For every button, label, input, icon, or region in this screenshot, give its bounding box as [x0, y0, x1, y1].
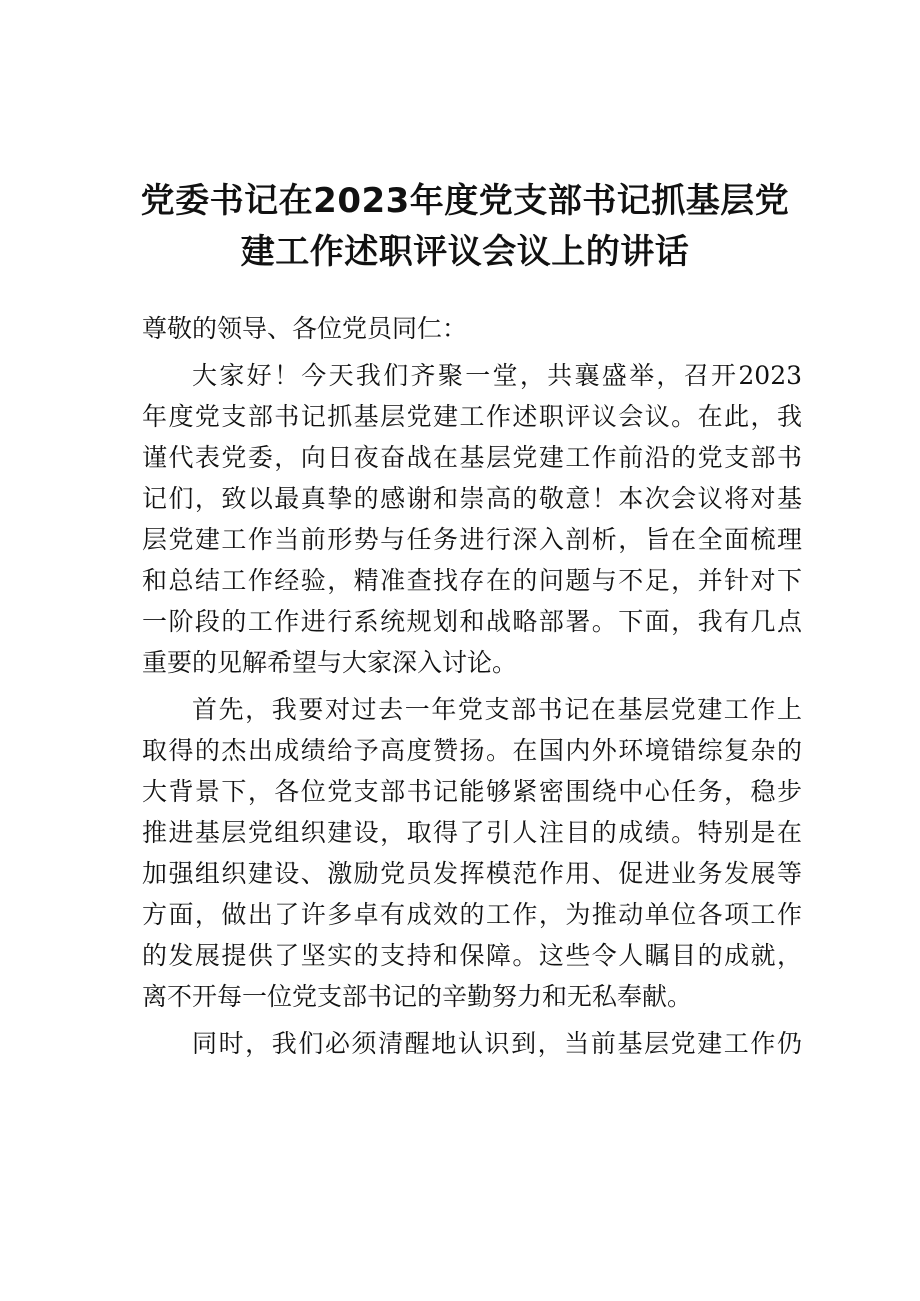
document-body [142, 308, 802, 1070]
document-title [120, 176, 810, 278]
paragraph-line: 离不开每一位党支部书记的辛勤努力和无私奉献。 [142, 982, 693, 1011]
paragraph-line: 谨代表党委，向日夜奋战在基层党建工作前沿的党支部书 [142, 443, 802, 472]
paragraph-line: 和总结工作经验，精准查找存在的问题与不足，并针对下 [142, 566, 802, 595]
paragraph-2 [142, 689, 802, 1017]
paragraph-line: 首先，我要对过去一年党支部书记在基层党建工作上 [192, 695, 802, 724]
paragraph-line: 重要的见解希望与大家深入讨论。 [142, 648, 518, 677]
title-line: 党委书记在2023年度党支部书记抓基层党 [140, 181, 790, 221]
paragraph-line: 年度党支部书记抓基层党建工作述职评议会议。在此，我 [142, 402, 802, 431]
paragraph-line: 取得的杰出成绩给予高度赞扬。在国内外环境错综复杂的 [142, 736, 802, 765]
paragraph-line: 同时，我们必须清醒地认识到，当前基层党建工作仍 [192, 1029, 802, 1058]
paragraph-line: 加强组织建设、激励党员发挥模范作用、促进业务发展等 [142, 859, 802, 888]
paragraph-line: 推进基层党组织建设，取得了引人注目的成绩。特别是在 [142, 818, 802, 847]
paragraph-line: 一阶段的工作进行系统规划和战略部署。下面，我有几点 [142, 607, 802, 636]
paragraph-line: 层党建工作当前形势与任务进行深入剖析，旨在全面梳理 [142, 525, 802, 554]
paragraph-1 [142, 355, 802, 683]
paragraph-line: 记们，致以最真挚的感谢和崇高的敬意！本次会议将对基 [142, 484, 802, 513]
paragraph-3 [142, 1023, 802, 1064]
title-line: 建工作述职评议会议上的讲话 [240, 232, 690, 272]
paragraph-line: 大家好！今天我们齐聚一堂，共襄盛举，召开2023 [192, 361, 802, 390]
paragraph-line: 方面，做出了许多卓有成效的工作，为推动单位各项工作 [142, 900, 802, 929]
paragraph-line: 大背景下，各位党支部书记能够紧密围绕中心任务，稳步 [142, 777, 802, 806]
paragraph-line: 的发展提供了坚实的支持和保障。这些令人瞩目的成就， [142, 941, 802, 970]
salutation: 尊敬的领导、各位党员同仁： [142, 314, 468, 343]
